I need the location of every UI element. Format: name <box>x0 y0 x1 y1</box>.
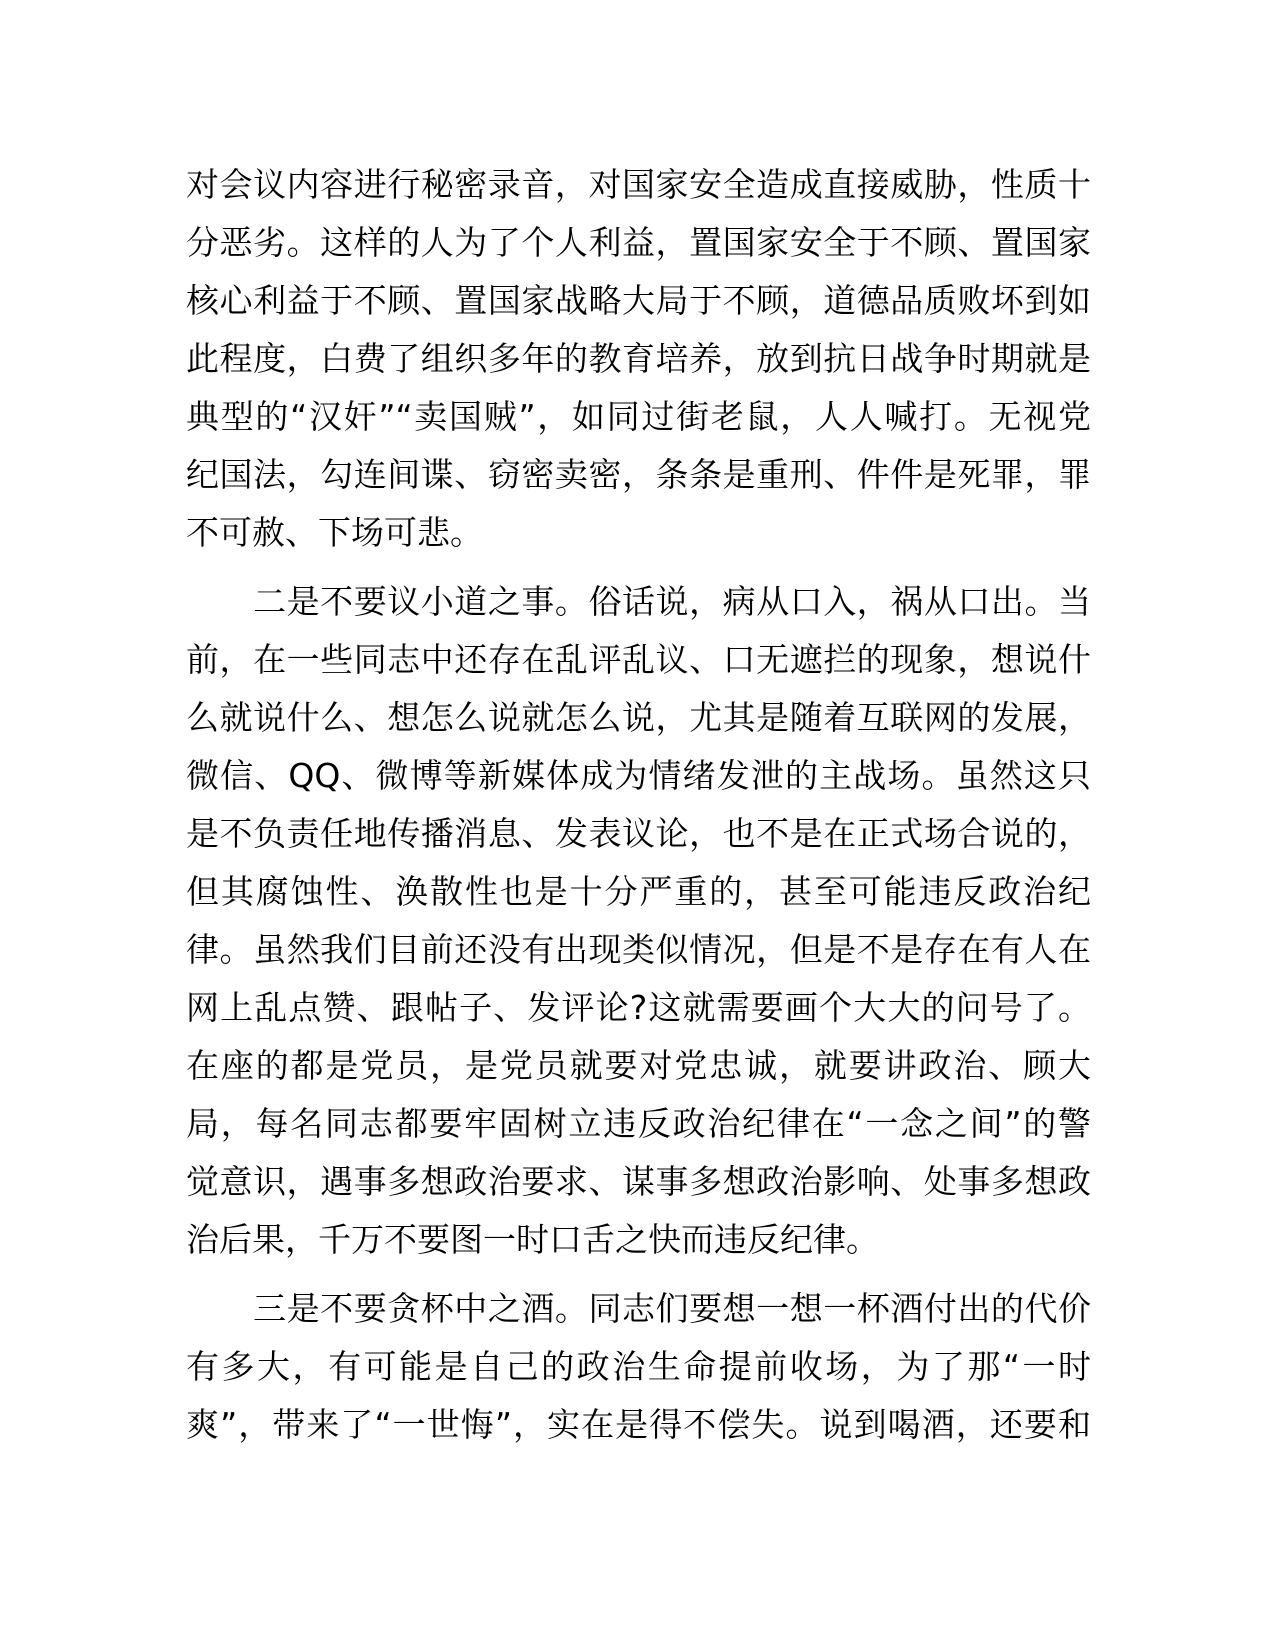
text-line: 不可赦、下场可悲。 <box>186 513 483 552</box>
text-line: 核心利益于不顾、置国家战略大局于不顾，道德品质败坏到如 <box>186 281 1091 320</box>
text-line: 律。虽然我们目前还没有出现类似情况，但是不是存在有人在 <box>186 930 1091 969</box>
text-line: 此程度，白费了组织多年的教育培养，放到抗日战争时期就是 <box>186 339 1091 378</box>
text-line: 爽”，带来了“一世悔”，实在是得不偿失。说到喝酒，还要和 <box>186 1405 1091 1444</box>
text-line: 典型的“汉奸”“卖国贼”，如同过街老鼠，人人喊打。无视党 <box>186 397 1091 436</box>
text-line: 二是不要议小道之事。俗话说，病从口入，祸从口出。当 <box>186 582 1091 621</box>
text-line: 局，每名同志都要牢固树立违反政治纪律在“一念之间”的警 <box>186 1104 1091 1143</box>
text-line: 但其腐蚀性、涣散性也是十分严重的，甚至可能违反政治纪 <box>186 872 1091 911</box>
text-line: 三是不要贪杯中之酒。同志们要想一想一杯酒付出的代价 <box>186 1289 1091 1328</box>
text-line: 么就说什么、想怎么说就怎么说，尤其是随着互联网的发展， <box>186 698 1091 737</box>
paragraph-2 <box>186 573 1091 1269</box>
text-line: 微信、QQ、微博等新媒体成为情绪发泄的主战场。虽然这只 <box>186 756 1091 795</box>
text-line: 有多大，有可能是自己的政治生命提前收场，为了那“一时 <box>186 1347 1091 1386</box>
paragraph-3 <box>186 1280 1091 1454</box>
text-line: 是不负责任地传播消息、发表议论，也不是在正式场合说的， <box>186 814 1091 853</box>
text-line: 治后果，千万不要图一时口舌之快而违反纪律。 <box>186 1220 879 1259</box>
text-line: 对会议内容进行秘密录音，对国家安全造成直接威胁，性质十 <box>186 165 1091 204</box>
text-line: 分恶劣。这样的人为了个人利益，置国家安全于不顾、置国家 <box>186 223 1091 262</box>
text-line: 纪国法，勾连间谍、窃密卖密，条条是重刑、件件是死罪，罪 <box>186 455 1091 494</box>
text-line: 在座的都是党员，是党员就要对党忠诚，就要讲政治、顾大 <box>186 1046 1091 1085</box>
document-body <box>186 156 1091 1465</box>
text-line: 前，在一些同志中还存在乱评乱议、口无遮拦的现象，想说什 <box>186 640 1091 679</box>
text-line: 网上乱点赞、跟帖子、发评论?这就需要画个大大的问号了。 <box>186 988 1091 1027</box>
paragraph-1 <box>186 156 1091 562</box>
text-line: 觉意识，遇事多想政治要求、谋事多想政治影响、处事多想政 <box>186 1162 1091 1201</box>
